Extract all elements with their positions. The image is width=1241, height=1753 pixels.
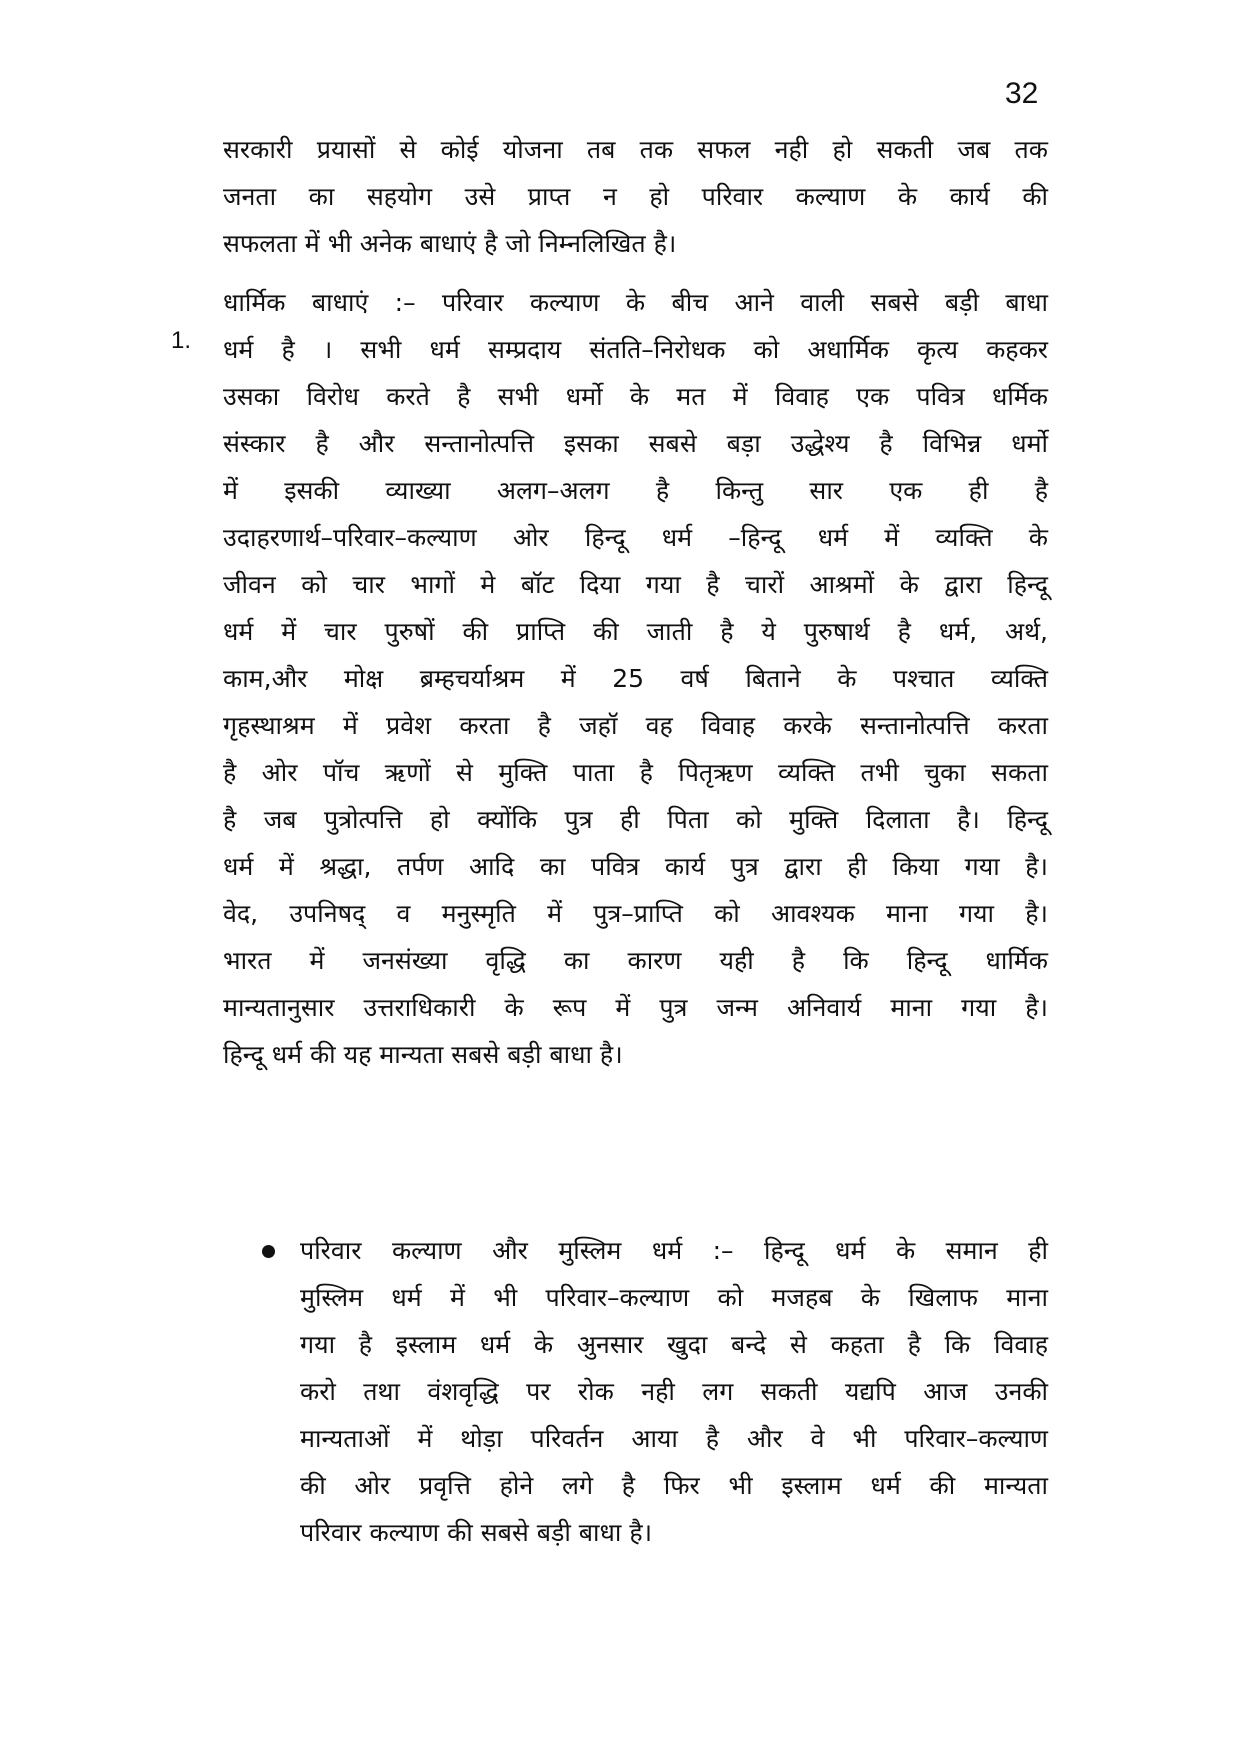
bullet-line: परिवार कल्याण और मुस्लिम धर्म :– हिन्दू धर्म के समान ही [300, 1236, 1048, 1265]
bullet-line: की ओर प्रवृत्ति होने लगे है फिर भी इस्लाम धर्म की मान्यता [300, 1471, 1048, 1500]
paragraph-line: वेद, उपनिषद् व मनुस्मृति में पुत्र–प्राप्ति को आवश्यक माना गया है। [223, 899, 1048, 928]
paragraph-line: संस्कार है और सन्तानोत्पत्ति इसका सबसे बड़ा उद्धेश्य है विभिन्न धर्मो [223, 429, 1048, 458]
intro-line: सफलता में भी अनेक बाधाएं है जो निम्नलिखित है। [223, 229, 677, 258]
paragraph-line: धर्म है । सभी धर्म सम्प्रदाय संतति–निरोधक को अधार्मिक कृत्य कहकर [223, 335, 1048, 364]
paragraph-line: धर्म में श्रद्धा, तर्पण आदि का पवित्र कार्य पुत्र द्वारा ही किया गया है। [223, 852, 1048, 881]
page-number: 32 [1005, 77, 1039, 110]
paragraph-line: में इसकी व्याख्या अलग–अलग है किन्तु सार एक ही है [223, 476, 1048, 505]
bullet-line: मान्यताओं में थोड़ा परिवर्तन आया है और वे भी परिवार–कल्याण [300, 1424, 1048, 1453]
paragraph-line: धार्मिक बाधाएं :– परिवार कल्याण के बीच आने वाली सबसे बड़ी बाधा [223, 288, 1048, 317]
paragraph-line: जीवन को चार भागों मे बॉट दिया गया है चारों आश्रमों के द्वारा हिन्दू [223, 570, 1048, 599]
paragraph-line: धर्म में चार पुरुषों की प्राप्ति की जाती है ये पुरुषार्थ है धर्म, अर्थ, [223, 617, 1048, 646]
bullet-line: परिवार कल्याण की सबसे बड़ी बाधा है। [300, 1518, 653, 1547]
intro-line: जनता का सहयोग उसे प्राप्त न हो परिवार कल्याण के कार्य की [223, 182, 1048, 211]
bullet-line: मुस्लिम धर्म में भी परिवार–कल्याण को मजहब के खिलाफ माना [300, 1283, 1048, 1312]
paragraph-line: है जब पुत्रोत्पत्ति हो क्योंकि पुत्र ही पिता को मुक्ति दिलाता है। हिन्दू [223, 805, 1048, 834]
paragraph-line: गृहस्थाश्रम में प्रवेश करता है जहॉ वह विवाह करके सन्तानोत्पत्ति करता [223, 711, 1048, 740]
paragraph-line: उसका विरोध करते है सभी धर्मो के मत में विवाह एक पवित्र धर्मिक [223, 382, 1048, 411]
list-item-number: 1. [171, 327, 192, 354]
bullet-line: गया है इस्लाम धर्म के अुनसार खुदा बन्दे से कहता है कि विवाह [300, 1330, 1048, 1359]
paragraph-line: भारत में जनसंख्या वृद्धि का कारण यही है कि हिन्दू धार्मिक [223, 946, 1048, 975]
paragraph-line: है ओर पॉच ऋणों से मुक्ति पाता है पितृऋण व्यक्ति तभी चुका सकता [223, 758, 1048, 787]
paragraph-line: उदाहरणार्थ–परिवार–कल्याण ओर हिन्दू धर्म –हिन्दू धर्म में व्यक्ति के [223, 523, 1048, 552]
paragraph-line: काम,और मोक्ष ब्रम्हचर्याश्रम में 25 वर्ष बिताने के पश्चात व्यक्ति [223, 664, 1048, 693]
paragraph-line: हिन्दू धर्म की यह मान्यता सबसे बड़ी बाधा है। [223, 1040, 623, 1069]
intro-line: सरकारी प्रयासों से कोई योजना तब तक सफल नही हो सकती जब तक [223, 135, 1048, 164]
bullet-line: करो तथा वंशवृद्धि पर रोक नही लग सकती यद्यपि आज उनकी [300, 1377, 1048, 1406]
bullet-point-icon [262, 1245, 275, 1258]
paragraph-line: मान्यतानुसार उत्तराधिकारी के रूप में पुत्र जन्म अनिवार्य माना गया है। [223, 993, 1048, 1022]
